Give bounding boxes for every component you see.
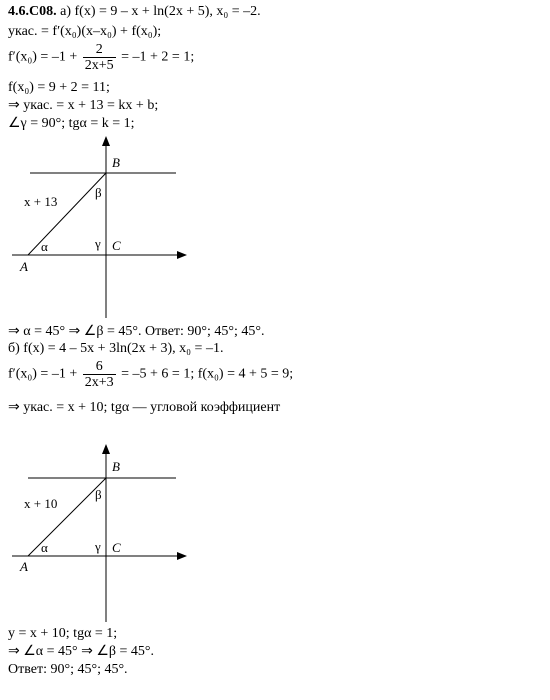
function-value-a: f(x₀) = 9 + 2 = 11; xyxy=(8,80,110,95)
derivative-result-b: = –5 + 6 = 1; f(x₀) = 4 + 5 = 9; xyxy=(121,366,294,382)
fraction-denominator-b: 2x+3 xyxy=(84,375,114,390)
fraction-numerator-a: 2 xyxy=(83,42,116,58)
angle-alpha-b: α xyxy=(41,540,48,555)
point-b-a: B xyxy=(112,155,120,170)
tangent-formula: yкас. = f′(x₀)(x–x₀) + f(x₀); xyxy=(8,24,162,39)
angle-statement-a: ∠γ = 90°; tgα = k = 1; xyxy=(8,116,135,131)
tangent-equation-b: ⇒ yкас. = x + 10; tgα — угловой коэффициент xyxy=(8,400,281,415)
fraction-numerator-b: 6 xyxy=(83,359,116,375)
answer-b: Ответ: 90°; 45°; 45°. xyxy=(8,662,128,677)
angle-gamma-a: γ xyxy=(95,236,101,251)
point-c-b: C xyxy=(112,540,121,555)
result-b-line1: y = x + 10; tgα = 1; xyxy=(8,626,118,641)
result-a: ⇒ α = 45° ⇒ ∠β = 45°. Ответ: 90°; 45°; 45°. xyxy=(8,324,265,339)
derivative-prefix-a: f′(x₀) = –1 + xyxy=(8,49,78,65)
result-b-line2: ⇒ ∠α = 45° ⇒ ∠β = 45°. xyxy=(8,644,155,659)
fraction-denominator-a: 2x+5 xyxy=(84,58,114,73)
problem-header-b: б) f(x) = 4 – 5x + 3ln(2x + 3), x₀ = –1. xyxy=(8,341,224,356)
derivative-prefix-b: f′(x₀) = –1 + xyxy=(8,366,78,382)
point-c-a: C xyxy=(112,238,121,253)
point-b-b: B xyxy=(112,459,120,474)
problem-number: 4.6.С08. xyxy=(8,4,57,19)
angle-gamma-b: γ xyxy=(95,539,101,554)
angle-beta-a: β xyxy=(95,185,102,200)
function-definition-a: а) f(x) = 9 – x + ln(2x + 5), x₀ = –2. xyxy=(60,4,261,19)
angle-beta-b: β xyxy=(95,487,102,502)
line-label-a: x + 13 xyxy=(24,194,58,209)
tangent-equation-a: ⇒ yкас. = x + 13 = kx + b; xyxy=(8,98,159,113)
point-a-b: A xyxy=(20,559,28,574)
line-label-b: x + 10 xyxy=(24,496,58,511)
angle-alpha-a: α xyxy=(41,239,48,254)
derivative-result-a: = –1 + 2 = 1; xyxy=(121,49,195,65)
point-a-a: A xyxy=(20,259,28,274)
